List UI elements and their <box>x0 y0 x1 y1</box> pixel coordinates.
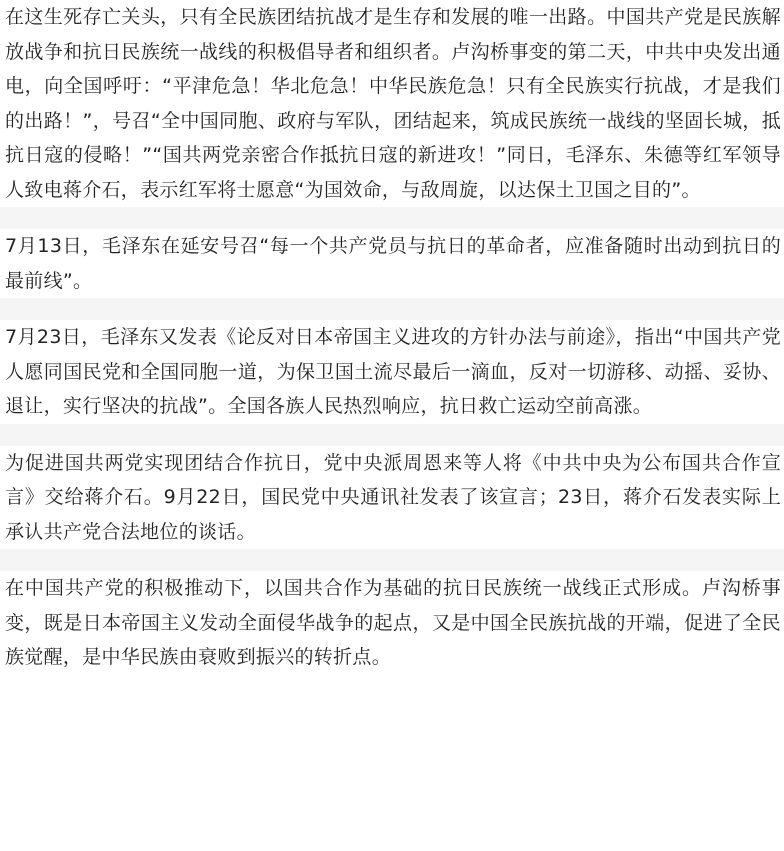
paragraph-separator <box>0 298 784 320</box>
paragraph-4: 为促进国共两党实现团结合作抗日，党中央派周恩来等人将《中共中央为公布国共合作宣言》交给蒋介石。9月22日，国民党中央通讯社发表了该宣言；23日，蒋介石发表实际上承认共产党合法地位的谈话。 <box>5 451 781 543</box>
paragraph-2: 7月13日，毛泽东在延安号召“每一个共产党员与抗日的革命者，应准备随时出动到抗日的最前线”。 <box>5 235 781 292</box>
paragraph-separator <box>0 424 784 446</box>
paragraph-3: 7月23日，毛泽东又发表《论反对日本帝国主义进攻的方针办法与前途》，指出“中国共产党人愿同国民党和全国同胞一道，为保卫国土流尽最后一滴血，反对一切游移、动摇、妥协、退让，实行坚决的抗战”。全国各族人民热烈响应，抗日救亡运动空前高涨。 <box>5 326 781 417</box>
paragraph-separator <box>0 549 784 571</box>
paragraph-separator <box>0 207 784 229</box>
paragraph-5: 在中国共产党的积极推动下，以国共合作为基础的抗日民族统一战线正式形成。卢沟桥事变，既是日本帝国主义发动全面侵华战争的起点，又是中国全民族抗战的开端，促进了全民族觉醒，是中华民族由衰败到振兴的转折点。 <box>5 577 781 668</box>
paragraph-1: 在这生死存亡关头，只有全民族团结抗战才是生存和发展的唯一出路。中国共产党是民族解放战争和抗日民族统一战线的积极倡导者和组织者。卢沟桥事变的第二天，中共中央发出通电，向全国呼吁：“平津危急！华北危急！中华民族危急！只有全民族实行抗战，才是我们的出路！”，号召“全中国同胞、政府与军队，团结起来，筑成民族统一战线的坚固长城，抵抗日寇的侵略！”“国共两党亲密合作抵抗日寇的新进攻！”同日，毛泽东、朱德等红军领导人致电蒋介石，表示红军将士愿意“为国效命，与敌周旋，以达保土卫国之目的”。 <box>5 6 781 201</box>
